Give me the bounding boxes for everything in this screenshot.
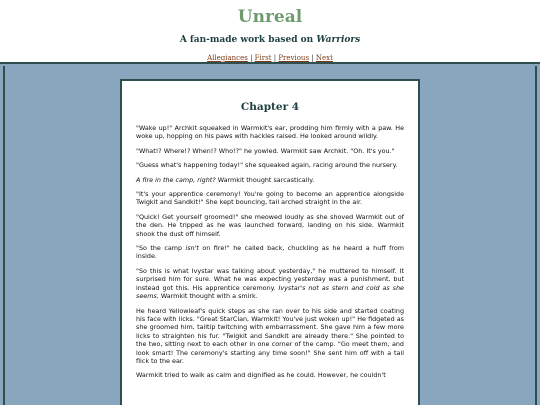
story-text: He heard Yellowleaf's quick steps as she ran over to his side and started coating his face with licks. "Great StarClan, Warmkit! You've just woken up!" He fidgeted as she groomed him, tailtip twitching with embarrassment. She gave him a few more licks to straighten his fur. "Twigkit and Sandkit are already there." She pointed to the two, sitting next to each other in one corner of the camp. "Go meet them, and look smart! The ceremony's starting any time soon!" She sent him off with a tail flick to the ear. [136, 306, 404, 365]
nav-separator: | [309, 54, 316, 62]
nav-link-first[interactable]: First [254, 54, 272, 62]
story-text: Warmkit thought sarcastically. [215, 175, 315, 184]
story-paragraph [136, 244, 404, 261]
nav-link-previous[interactable]: Previous [278, 54, 310, 62]
nav-link-next[interactable]: Next [315, 54, 333, 62]
story-text: "Wake up!" Archkit squeaked in Warmkit's ear, prodding him firmly with a paw. He woke up, hopping on his paws with hackles raised. He looked around wildly. [136, 124, 404, 141]
site-title: Unreal [237, 7, 303, 27]
site-subtitle-source: Warriors [316, 35, 361, 45]
chapter-page[interactable] [120, 79, 420, 405]
nav-link-allegiances[interactable]: Allegiances [207, 54, 248, 62]
site-subtitle [0, 34, 540, 46]
story-paragraph [136, 371, 404, 379]
story-paragraph [136, 307, 404, 366]
story-paragraph [136, 190, 404, 207]
story-italic-text: isn't [185, 244, 199, 253]
chapter-body [136, 124, 404, 380]
story-paragraph [136, 161, 404, 169]
story-text: "It's your apprentice ceremony! You're going to become an apprentice alongside Twigkit and Sandkit!" She kept bouncing, tail arched straight in the air. [136, 190, 404, 207]
story-italic-text: Ivystar's not as stern and cold as she seems, [136, 283, 404, 301]
story-text: "Quick! Get yourself groomed!" she meowed loudly as she shoved Warmkit out of the den. He tripped as he was launched forward, landing on his side. Warmkit shook the dust off himself. [136, 212, 404, 238]
story-paragraph [136, 267, 404, 301]
story-text: Warmkit tried to walk as calm and dignified as he could. However, he couldn't [136, 371, 386, 380]
story-text: "So the camp [136, 244, 186, 253]
chapter-title: Chapter 4 [240, 101, 300, 113]
story-text: "Guess what's happening today!" she squeaked again, racing around the nursery. [136, 161, 398, 170]
nav-separator: | [247, 54, 255, 62]
story-text: "So this is what Ivystar was talking about yesterday," he muttered to himself. It surprised him for sure. What he was expecting yesterday was a punishment, but instead got this. His apprentice ceremony. [136, 266, 404, 292]
story-paragraph [136, 147, 404, 155]
story-text: Warmkit thought with a smirk. [158, 292, 258, 301]
story-text: on fire!" he called back, chuckling as he heard a huff from inside. [136, 244, 404, 261]
story-text: "What!? Where!? When!? Who!?" he yowled. Warmkit saw Archkit. "Oh. It's you." [136, 146, 395, 155]
site-subtitle-text: A fan-made work based on [179, 35, 317, 45]
story-paragraph [136, 176, 404, 184]
site-header [0, 0, 540, 63]
story-paragraph [136, 213, 404, 238]
story-italic-text: A fire in the camp, right? [136, 175, 216, 184]
nav-separator: | [271, 54, 279, 62]
story-paragraph [136, 124, 404, 141]
